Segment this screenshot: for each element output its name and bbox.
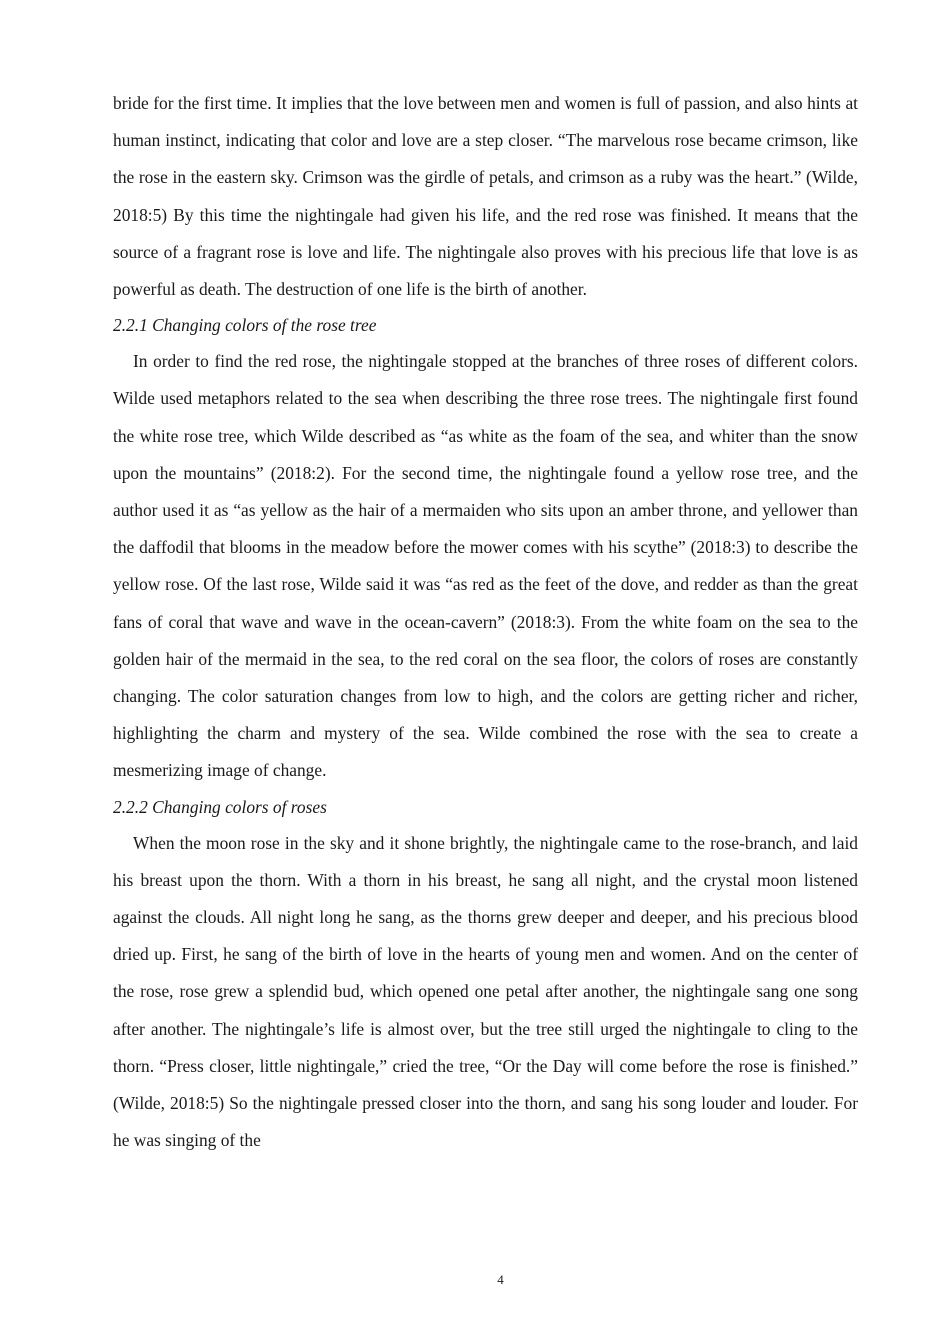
page-number: 4 (497, 1272, 504, 1287)
section-heading-2-2-2: 2.2.2 Changing colors of roses (113, 796, 327, 817)
section-heading-2-2-1: 2.2.1 Changing colors of the rose tree (113, 315, 377, 336)
body-paragraph-rose-trees: In order to find the red rose, the nightingale stopped at the branches of three roses of different colors. Wilde used metaphors related to the sea when describing the three rose trees. The nightingale first found the white rose tree, which Wilde described as “as white as the foam of the sea, and whiter than the snow upon the mountains” (2018:2). For the second time, the nightingale found a yellow rose tree, and the author used it as “as yellow as the hair of a mermaiden who sits upon an amber throne, and yellower than the daffodil that blooms in the meadow before the mower comes with his scythe” (2018:3) to describe the yellow rose. Of the last rose, Wilde said it was “as red as the feet of the dove, and redder as than the great fans of coral that wave and wave in the ocean-cavern” (2018:3). From the white foam on the sea to the golden hair of the mermaid in the sea, to the red coral on the sea floor, the colors of roses are constantly changing. The color saturation changes from low to high, and the colors are getting richer and richer, highlighting the charm and mystery of the sea. Wilde combined the rose with the sea to create a mesmerizing image of change. (113, 351, 858, 781)
body-paragraph-rose-colors: When the moon rose in the sky and it shone brightly, the nightingale came to the rose-branch, and laid his breast upon the thorn. With a thorn in his breast, he sang all night, and the crystal moon listened against the clouds. All night long he sang, as the thorns grew deeper and deeper, and his precious blood dried up. First, he sang of the birth of love in the hearts of young men and women. And on the center of the rose, rose grew a splendid bud, which opened one petal after another, the nightingale sang one song after another. The nightingale’s life is almost over, but the tree still urged the nightingale to cling to the thorn. “Press closer, little nightingale,” cried the tree, “Or the Day will come before the rose is finished.” (Wilde, 2018:5) So the nightingale pressed closer into the thorn, and sang his song louder and louder. For he was singing of the (113, 832, 858, 1151)
document-page (113, 85, 858, 1159)
body-paragraph-continued: bride for the first time. It implies that the love between men and women is full of passion, and also hints at human instinct, indicating that color and love are a step closer. “The marvelous rose became crimson, like the rose in the eastern sky. Crimson was the girdle of petals, and crimson as a ruby was the heart.” (Wilde, 2018:5) By this time the nightingale had given his life, and the red rose was finished. It means that the source of a fragrant rose is love and life. The nightingale also proves with his precious life that love is as powerful as death. The destruction of one life is the birth of another. (113, 93, 858, 300)
